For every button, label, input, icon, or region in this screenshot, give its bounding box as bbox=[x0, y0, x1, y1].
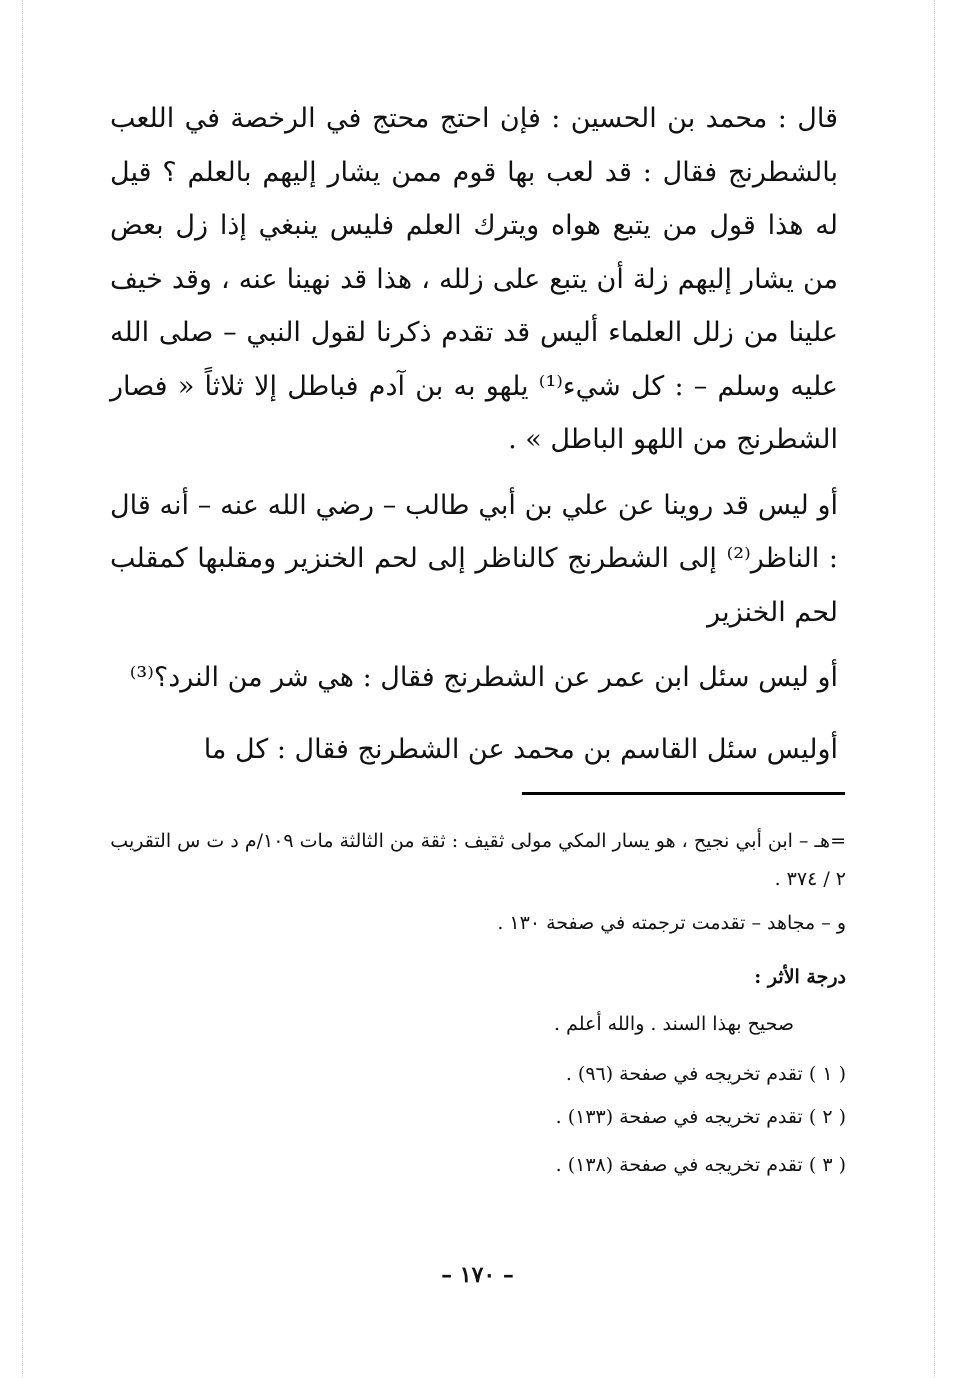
footnote-2: ( ٢ ) تقدم تخريجه في صفحة (١٣٣) . bbox=[555, 1106, 846, 1128]
paragraph-4: أوليس سئل القاسم بن محمد عن الشطرنج فقال : كل ما bbox=[203, 733, 838, 765]
footnote-continued: =هـ – ابن أبي نجيح ، هو يسار المكي مولى ثقيف : ثقة من الثالثة مات ١٠٩/م د ت س التقريب ٢ / ٣٧٤ . bbox=[110, 830, 846, 890]
footnote-3: ( ٣ ) تقدم تخريجه في صفحة (١٣٨) . bbox=[555, 1154, 846, 1176]
scan-dots-left bbox=[22, 0, 23, 1378]
main-text bbox=[110, 92, 838, 776]
grade-heading: درجة الأثر : bbox=[754, 966, 846, 988]
footnote-separator bbox=[522, 792, 845, 795]
scan-dots-right bbox=[934, 0, 935, 1378]
grade-text: صحيح بهذا السند . والله أعلم . bbox=[553, 1013, 794, 1035]
paragraph-2: أو ليس قد روينا عن علي بن أبي طالب – رضي الله عنه – أنه قال : الناظر⁽²⁾ إلى الشطرنج كالناظر إلى لحم الخنزير ومقلبها كمقلب لحم الخنزير bbox=[110, 489, 838, 628]
footnote-1: ( ١ ) تقدم تخريجه في صفحة (٩٦) . bbox=[565, 1063, 846, 1085]
paragraph-1: قال : محمد بن الحسين : فإن احتج محتج في الرخصة في اللعب بالشطرنج فقال : قد لعب بها قوم ممن يشار إليهم بالعلم ؟ قيل له هذا قول من يتبع هواه ويترك العلم فليس ينبغي إذا زل بعض من يشار إليهم زلة أن يتبع على زلله ، هذا قد نهينا عنه ، وقد خيف علينا من زلل العلماء أليس قد تقدم ذكرنا لقول النبي – صلى الله عليه وسلم – : كل شيء⁽¹⁾ يلهو به بن آدم فباطل إلا ثلاثاً « فصار الشطرنج من اللهو الباطل » . bbox=[110, 103, 839, 455]
paragraph-3: أو ليس سئل ابن عمر عن الشطرنج فقال : هي شر من النرد؟⁽³⁾ bbox=[129, 662, 838, 693]
footnote-waw: و – مجاهد – تقدمت ترجمته في صفحة ١٣٠ . bbox=[497, 912, 846, 934]
page-number: – ١٧٠ – bbox=[441, 1262, 514, 1288]
footnotes bbox=[110, 822, 846, 1184]
